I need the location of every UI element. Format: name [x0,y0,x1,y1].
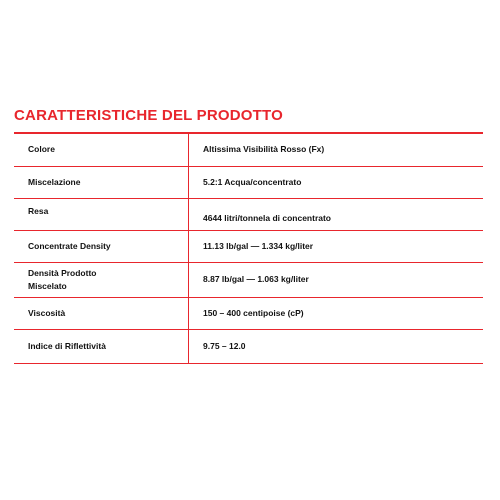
row-value-miscelazione: 5.2:1 Acqua/concentrato [203,176,302,187]
row-value-riflettivita: 9.75 – 12.0 [203,340,246,351]
row-value-colore: Altissima Visibilità Rosso (Fx) [203,144,325,155]
row-label-densita-line2: Miscelato [28,280,67,291]
table-row [14,198,483,230]
row-value-concentrate-density: 11.13 lb/gal — 1.334 kg/liter [203,240,314,251]
table-row [14,230,483,262]
row-label-resa: Resa [14,198,189,230]
table-row [14,262,483,297]
row-label-concentrate-density: Concentrate Density [14,230,189,262]
row-label-miscelazione: Miscelazione [14,166,189,198]
table-row [14,329,483,363]
row-label-densita-line1: Densità Prodotto [28,267,97,278]
row-value-resa: 4644 litri/tonnela di concentrato [203,212,332,223]
row-label-riflettivita: Indice di Riflettività [14,329,189,363]
product-specs-table [14,132,483,364]
row-value-densita: 8.87 lb/gal — 1.063 kg/liter [203,274,309,284]
row-label-colore: Colore [14,133,189,166]
table-row [14,297,483,329]
table-row [14,166,483,198]
row-label-densita [14,262,189,297]
section-title: CARATTERISTICHE DEL PRODOTTO [14,107,283,124]
row-value-viscosita: 150 – 400 centipoise (cP) [203,307,304,318]
table-row [14,133,483,166]
row-label-viscosita: Viscosità [14,297,189,329]
